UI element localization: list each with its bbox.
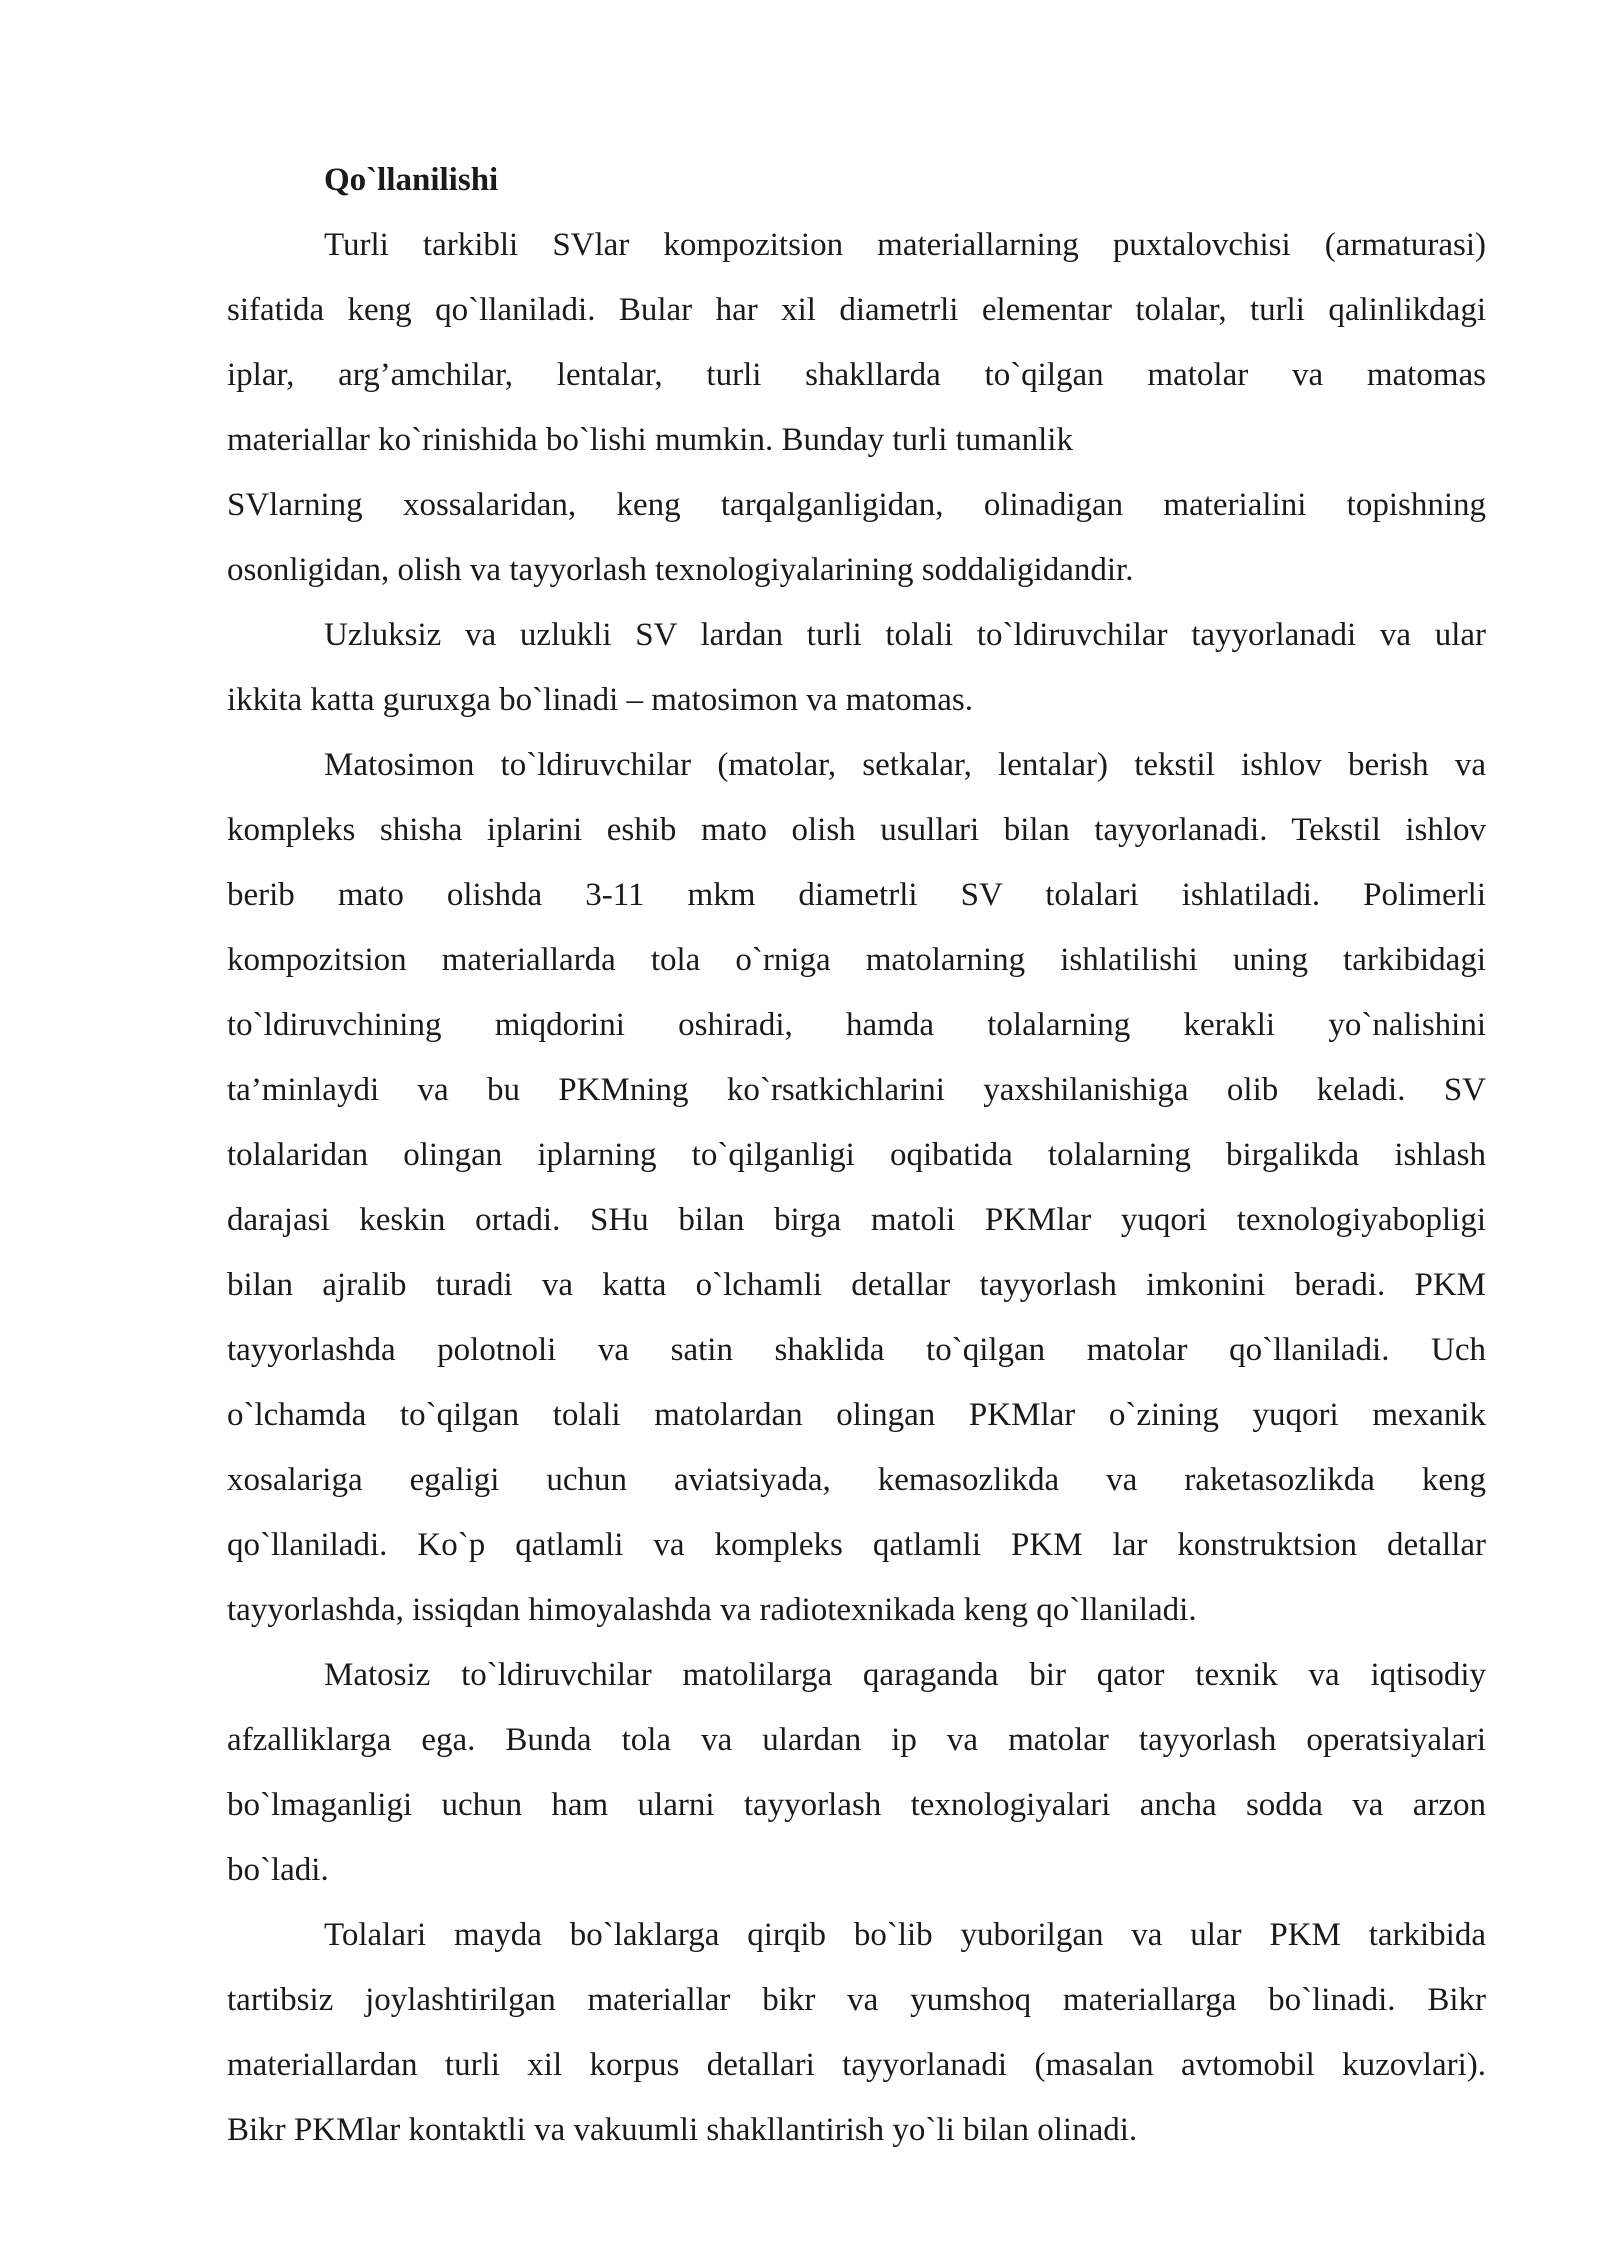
paragraph: [227, 213, 1486, 603]
text-line: bo`ladi.: [227, 1852, 329, 1888]
text-line: qo`llaniladi. Ko`p qatlamli va kompleks qatlamli PKM lar konstruktsion detallar: [227, 1527, 1486, 1563]
text-line: tayyorlashda, issiqdan himoyalashda va radiotexnikada keng qo`llaniladi.: [227, 1592, 1197, 1628]
text-line: materiallar ko`rinishida bo`lishi mumkin. Bunday turli tumanlik: [227, 422, 1073, 458]
text-line: Turli tarkibli SVlar kompozitsion materiallarning puxtalovchisi (armaturasi): [324, 227, 1486, 263]
text-line: o`lchamda to`qilgan tolali matolardan olingan PKMlar o`zining yuqori mexanik: [227, 1397, 1486, 1433]
paragraph: [227, 603, 1486, 733]
text-line: darajasi keskin ortadi. SHu bilan birga matoli PKMlar yuqori texnologiyabopligi: [227, 1202, 1486, 1238]
text-line: materiallardan turli xil korpus detallari tayyorlanadi (masalan avtomobil kuzovlari).: [227, 2047, 1486, 2083]
text-line: sifatida keng qo`llaniladi. Bular har xil diametrli elementar tolalar, turli qalinlikdagi: [227, 292, 1486, 328]
text-line: Bikr PKMlar kontaktli va vakuumli shakllantirish yo`li bilan olinadi.: [227, 2112, 1138, 2148]
document-body: [227, 148, 1486, 2163]
text-line: tolalaridan olingan iplarning to`qilganligi oqibatida tolalarning birgalikda ishlash: [227, 1137, 1486, 1173]
text-line: osonligidan, olish va tayyorlash texnologiyalarining soddaligidandir.: [227, 552, 1134, 588]
text-line: ta’minlaydi va bu PKMning ko`rsatkichlarini yaxshilanishiga olib keladi. SV: [227, 1072, 1486, 1108]
text-line: berib mato olishda 3-11 mkm diametrli SV tolalari ishlatiladi. Polimerli: [227, 877, 1486, 913]
text-line: kompleks shisha iplarini eshib mato olish usullari bilan tayyorlanadi. Tekstil ishlov: [227, 812, 1486, 848]
text-line: to`ldiruvchining miqdorini oshiradi, hamda tolalarning kerakli yo`nalishini: [227, 1007, 1486, 1043]
text-line: ikkita katta guruxga bo`linadi – matosimon va matomas.: [227, 682, 974, 718]
paragraph: [227, 733, 1486, 1643]
text-line: bilan ajralib turadi va katta o`lchamli detallar tayyorlash imkonini beradi. PKM: [227, 1267, 1486, 1303]
section-heading: Qo`llanilishi: [324, 162, 499, 198]
text-line: tayyorlashda polotnoli va satin shaklida to`qilgan matolar qo`llaniladi. Uch: [227, 1332, 1486, 1368]
text-line: bo`lmaganligi uchun ham ularni tayyorlash texnologiyalari ancha sodda va arzon: [227, 1787, 1486, 1823]
paragraph: [227, 1643, 1486, 1903]
text-line: afzalliklarga ega. Bunda tola va ulardan ip va matolar tayyorlash operatsiyalari: [227, 1722, 1486, 1758]
text-line: Tolalari mayda bo`laklarga qirqib bo`lib yuborilgan va ular PKM tarkibida: [324, 1917, 1486, 1953]
paragraph: [227, 1903, 1486, 2163]
text-line: tartibsiz joylashtirilgan materiallar bikr va yumshoq materiallarga bo`linadi. Bikr: [227, 1982, 1486, 2018]
text-line: SVlarning xossalaridan, keng tarqalganligidan, olinadigan materialini topishning: [227, 487, 1486, 523]
text-line: Matosiz to`ldiruvchilar matolilarga qaraganda bir qator texnik va iqtisodiy: [324, 1657, 1486, 1693]
text-line: kompozitsion materiallarda tola o`rniga matolarning ishlatilishi uning tarkibidagi: [227, 942, 1486, 978]
text-line: xosalariga egaligi uchun aviatsiyada, kemasozlikda va raketasozlikda keng: [227, 1462, 1486, 1498]
text-line: iplar, arg’amchilar, lentalar, turli shakllarda to`qilgan matolar va matomas: [227, 357, 1486, 393]
text-line: Matosimon to`ldiruvchilar (matolar, setkalar, lentalar) tekstil ishlov berish va: [324, 747, 1486, 783]
text-line: Uzluksiz va uzlukli SV lardan turli tolali to`ldiruvchilar tayyorlanadi va ular: [324, 617, 1486, 653]
